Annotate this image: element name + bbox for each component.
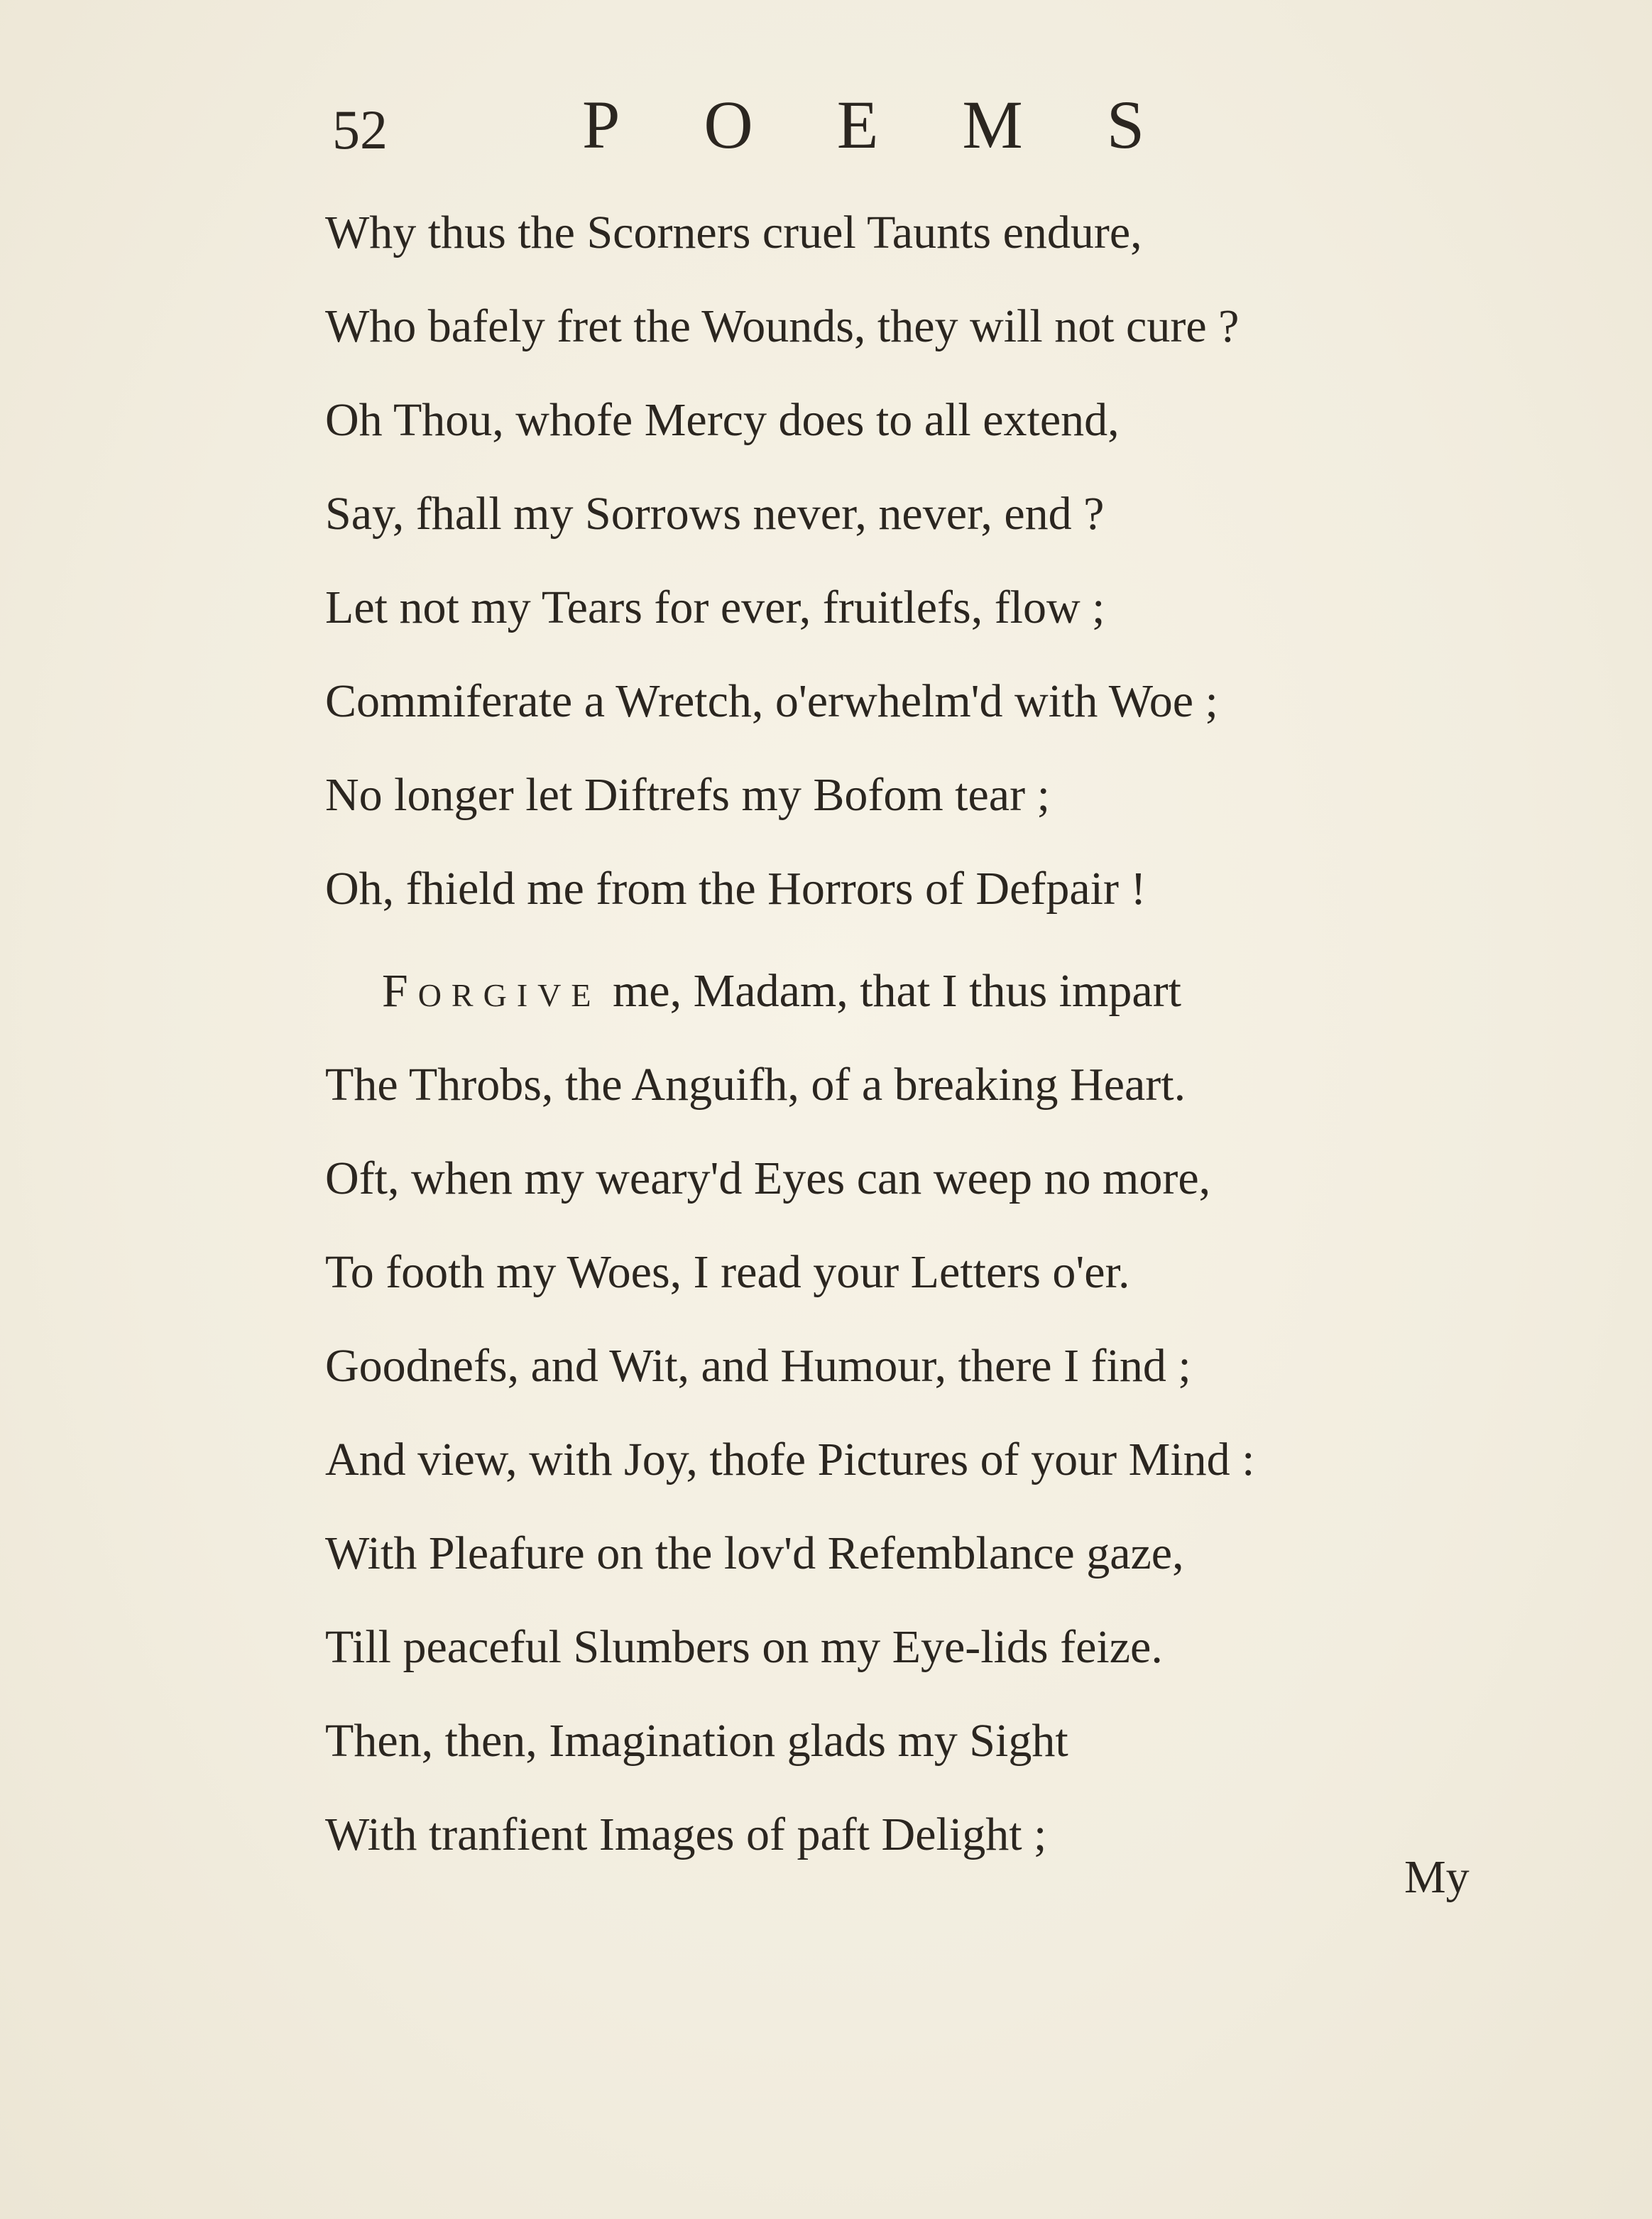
verse-line: Oh, fhield me from the Horrors of Defpair ! (325, 863, 1147, 915)
opening-line-rest: me, Madam, that I thus impart (601, 965, 1181, 1017)
verse-line: Why thus the Scorners cruel Taunts endure, (325, 207, 1142, 258)
stanza-1 (325, 186, 1239, 936)
stanza-2 (325, 944, 1254, 1882)
running-title: POEMS (582, 87, 1229, 163)
opening-word: Forgive (382, 965, 601, 1017)
verse-line: Goodnefs, and Wit, and Humour, there I find ; (325, 1340, 1191, 1392)
verse-line: Commiferate a Wretch, o'erwhelm'd with Woe ; (325, 675, 1218, 727)
verse-line: Who bafely fret the Wounds, they will not cure ? (325, 300, 1240, 352)
catchword: My (1404, 1851, 1470, 1903)
verse-line: Say, fhall my Sorrows never, never, end ? (325, 488, 1105, 540)
verse-line: No longer let Diftrefs my Bofom tear ; (325, 769, 1050, 821)
verse-line: To footh my Woes, I read your Letters o'er. (325, 1246, 1130, 1298)
verse-line: Till peaceful Slumbers on my Eye-lids feize. (325, 1621, 1163, 1673)
page-number: 52 (332, 99, 388, 160)
verse-line: And view, with Joy, thofe Pictures of your Mind : (325, 1434, 1255, 1485)
verse-line-opening (325, 944, 1254, 1038)
page-header (0, 85, 1652, 170)
verse-line: Oh Thou, whofe Mercy does to all extend, (325, 394, 1120, 446)
verse-line: With Pleafure on the lov'd Refemblance gaze, (325, 1527, 1184, 1579)
verse-line: With tranfient Images of paft Delight ; (325, 1809, 1047, 1860)
verse-line: Let not my Tears for ever, fruitlefs, flow ; (325, 582, 1105, 633)
verse-line: The Throbs, the Anguifh, of a breaking Heart. (325, 1059, 1186, 1111)
verse-line: Oft, when my weary'd Eyes can weep no more, (325, 1152, 1211, 1204)
verse-line: Then, then, Imagination glads my Sight (325, 1715, 1068, 1767)
